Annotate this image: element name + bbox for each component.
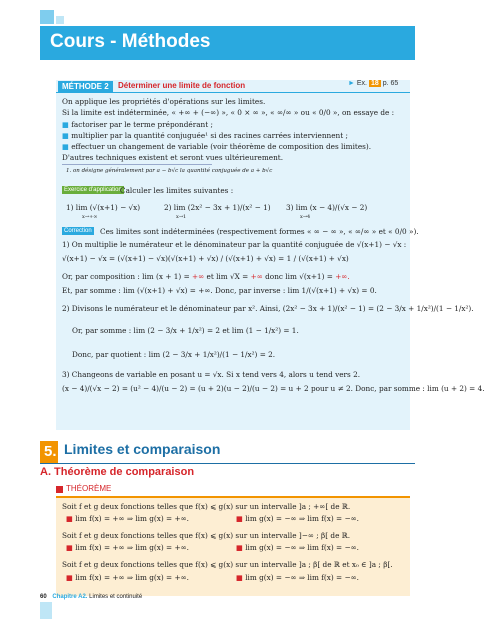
exercise-ref-prefix: Ex. [356,80,368,87]
section-divider [40,463,415,464]
method-divider [56,92,410,93]
method-intro-3: D'autres techniques existent et seront vues ultérieurement. [62,153,284,162]
header-decoration [40,10,54,24]
exercise-item-3: 3) lim (x − 4)/(√x − 2) [286,203,368,212]
method-bullet-3: ■ effectuer un changement de variable (voir théorème de composition des limites). [62,142,372,151]
correction-tag: Correction [64,228,92,234]
theorem-p2: Soit f et g deux fonctions telles que f(x) ⩽ g(x) sur un intervalle ]−∞ ; β[ de ℝ. [62,531,351,540]
theorem-p1a: ■ lim f(x) = +∞ ⇒ lim g(x) = +∞. [66,514,189,523]
theorem-p3b: ■ lim g(x) = −∞ ⇒ lim f(x) = −∞. [236,573,359,582]
exercise-prompt: Calculer les limites suivantes : [120,186,234,195]
section-number: 5. [44,443,57,460]
bullet-icon: ■ [66,514,76,523]
arrow-right-icon: ► [348,80,355,87]
method-intro-1: On applique les propriétés d'opérations sur les limites. [62,97,266,106]
correction-line-4: Et, par somme : lim (√(x+1) + √x) = +∞. Donc, par inverse : lim 1/(√(x+1) + √x) = 0. [62,286,377,295]
bullet-icon: ■ [236,573,246,582]
correction-line-2: √(x+1) − √x = (√(x+1) − √x)(√(x+1) + √x) / (√(x+1) + √x) = 1 / (√(x+1) + √x) [62,254,349,263]
theorem-square-icon [56,486,63,493]
theorem-label: THÉORÈME [66,484,112,493]
header-bar [40,26,415,60]
correction-line-3: Or, par composition : lim (x + 1) = +∞ et lim √X = +∞ donc lim √(x+1) = +∞. [62,272,350,281]
exercise-item-1-sub: x→+∞ [82,214,98,220]
correction-line-9: (x − 4)/(√x − 2) = (u² − 4)/(u − 2) = (u + 2)(u − 2)/(u − 2) = u + 2 pour u ≠ 2. Donc, par somme : lim (u + 2) = 4. [62,384,485,393]
left-margin [0,0,36,619]
correction-line-6: Or, par somme : lim (2 − 3/x + 1/x²) = 2 et lim (1 − 1/x²) = 1. [72,326,299,335]
section-title: Limites et comparaison [64,441,221,457]
bullet-icon: ■ [66,573,76,582]
correction-line-5: 2) Divisons le numérateur et le dénominateur par x². Ainsi, (2x² − 3x + 1)/(x² − 1) = (2 − 3/x + 1/x²)/(1 − 1/x²). [62,304,474,313]
theorem-p2b: ■ lim g(x) = −∞ ⇒ lim f(x) = −∞. [236,543,359,552]
theorem-p1b: ■ lim g(x) = −∞ ⇒ lim f(x) = −∞. [236,514,359,523]
page-number: 60 [40,594,47,600]
theorem-p3a: ■ lim f(x) = +∞ ⇒ lim g(x) = +∞. [66,573,189,582]
subsection-title: A. Théorème de comparaison [40,466,195,478]
exercise-item-2: 2) lim (2x² − 3x + 1)/(x² − 1) [164,203,271,212]
header-decoration-small [56,16,64,24]
theorem-p3: Soit f et g deux fonctions telles que f(x) ⩽ g(x) sur un intervalle ]a ; β[ de ℝ et x₀ ∈ ]a ; β[. [62,560,393,569]
method-tag: MÉTHODE 2 [58,81,113,92]
bullet-icon: ■ [236,514,246,523]
theorem-p2a: ■ lim f(x) = +∞ ⇒ lim g(x) = +∞. [66,543,189,552]
method-intro-2: Si la limite est indéterminée, « +∞ + (−∞) », « 0 × ∞ », « ∞/∞ » ou « 0/0 », on essaye de : [62,108,395,117]
bullet-icon: ■ [236,543,246,552]
section-number-badge [40,441,58,463]
exercise-ref-number: 18 [370,80,379,87]
method-footnote: 1. on désigne généralement par a − b√c la quantité conjuguée de a + b√c [66,168,273,174]
correction-line-7: Donc, par quotient : lim (2 − 3/x + 1/x²)/(1 − 1/x²) = 2. [72,350,276,359]
bullet-icon: ■ [62,120,72,129]
footnote-rule [62,164,212,165]
bullet-icon: ■ [66,543,76,552]
exercise-tag: Exercice d'application [64,187,122,193]
theorem-p1: Soit f et g deux fonctions telles que f(x) ⩽ g(x) sur un intervalle ]a ; +∞[ de ℝ. [62,502,351,511]
exercise-item-3-sub: x→4 [300,214,311,220]
chapter-title: Limites et continuité [89,594,143,600]
exercise-reference[interactable] [348,80,398,87]
exercise-ref-page: p. 65 [382,80,399,87]
correction-line-1: 1) On multiplie le numérateur et le dénominateur par la quantité conjuguée de √(x+1) − √x : [62,240,407,249]
correction-intro: Ces limites sont indéterminées (respectivement formes « ∞ − ∞ », « ∞/∞ » et « 0/0 »). [100,227,419,236]
method-title: Déterminer une limite de fonction [118,81,246,90]
footer-decoration [40,602,52,619]
method-bullet-2: ■ multiplier par la quantité conjuguée¹ si des racines carrées interviennent ; [62,131,348,140]
method-bullet-1: ■ factoriser par le terme prépondérant ; [62,120,213,129]
page-title: Cours - Méthodes [50,31,211,52]
correction-line-8: 3) Changeons de variable en posant u = √x. Si x tend vers 4, alors u tend vers 2. [62,370,361,379]
exercise-item-1: 1) lim (√(x+1) − √x) [66,203,141,212]
page-header [0,0,435,60]
chapter-label: Chapitre A2. [52,594,88,600]
bullet-icon: ■ [62,131,72,140]
bullet-icon: ■ [62,142,72,151]
page-footer [40,594,142,600]
exercise-item-2-sub: x→1 [176,214,187,220]
